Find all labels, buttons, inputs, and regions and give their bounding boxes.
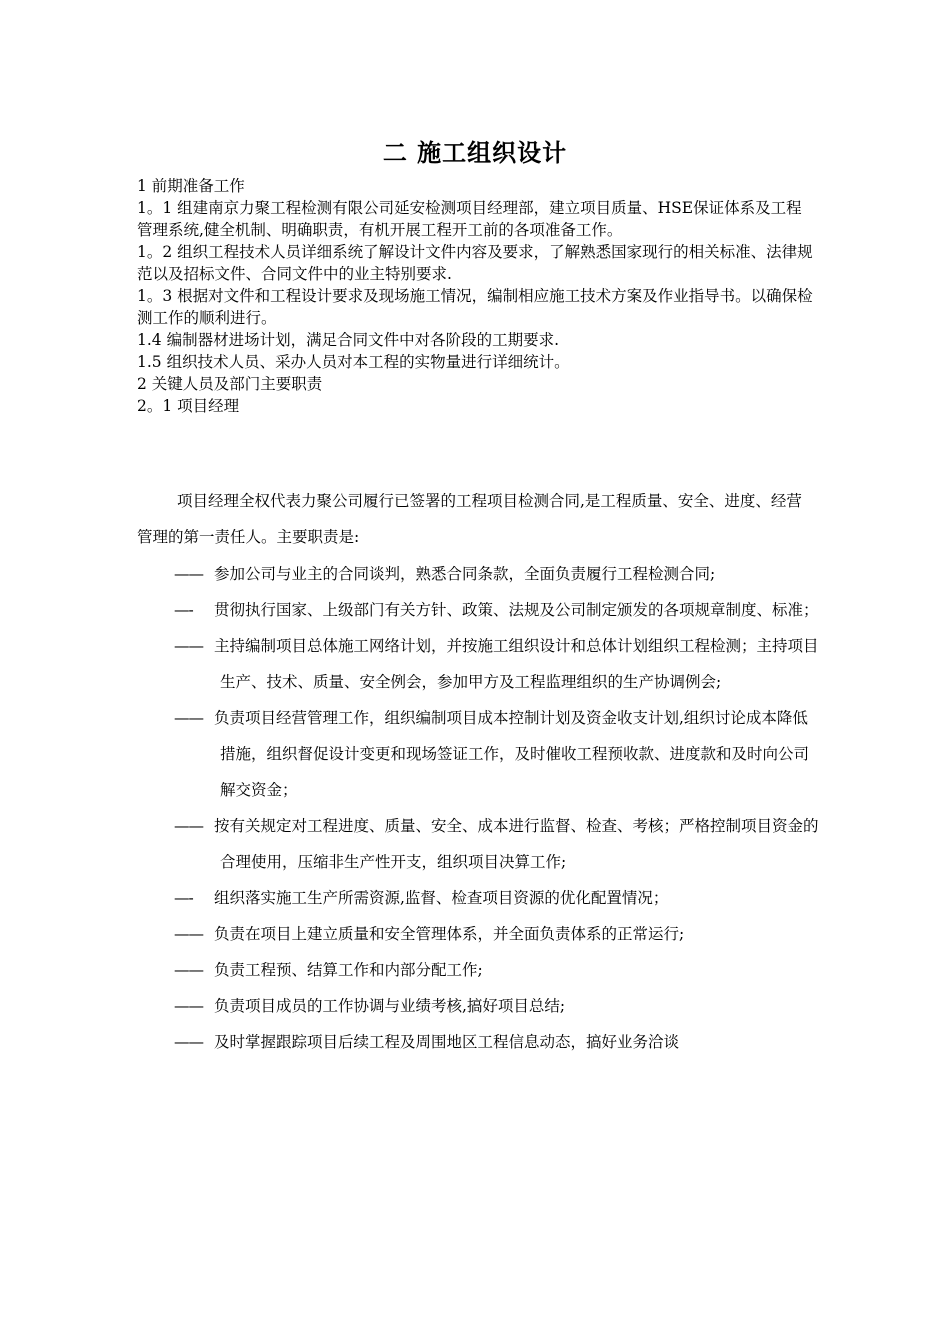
paragraph-1-4: 1.4 编制器材进场计划，满足合同文件中对各阶段的工期要求. [137, 331, 560, 349]
list-item [174, 808, 819, 880]
section-heading-1: 1 前期准备工作 [137, 177, 245, 195]
list-item [174, 700, 819, 808]
list-item [174, 916, 819, 952]
manager-intro-paragraph: 项目经理全权代表力聚公司履行已签署的工程项目检测合同,是工程质量、安全、进度、经营管理的第一责任人。主要职责是: [137, 492, 802, 546]
dash-marker: —- [174, 889, 193, 907]
duty-text: 参加公司与业主的合同谈判，熟悉合同条款，全面负责履行工程检测合同; [214, 565, 716, 583]
dash-marker: —— [174, 817, 203, 835]
page-title: 二 施工组织设计 [382, 139, 568, 167]
duty-text: 负责项目经营管理工作，组织编制项目成本控制计划及资金收支计划,组织讨论成本降低措施，组织督促设计变更和现场签证工作，及时催收工程预收款、进度款和及时向公司解交资金； [214, 709, 810, 799]
paragraph-1-1: 1。1 组建南京力聚工程检测有限公司延安检测项目经理部，建立项目质量、HSE保证体系及工程管理系统,健全机制、明确职责，有机开展工程开工前的各项准备工作。 [137, 199, 802, 239]
subsection-heading-2-1: 2。1 项目经理 [137, 397, 240, 415]
duty-text: 负责项目成员的工作协调与业绩考核,搞好项目总结; [214, 997, 566, 1015]
dash-marker: —— [174, 565, 203, 583]
duty-text: 贯彻执行国家、上级部门有关方针、政策、法规及公司制定颁发的各项规章制度、标准； [214, 601, 819, 619]
dash-marker: —— [174, 1033, 203, 1051]
duty-text: 负责在项目上建立质量和安全管理体系，并全面负责体系的正常运行; [214, 925, 685, 943]
paragraph-1-2: 1。2 组织工程技术人员详细系统了解设计文件内容及要求，了解熟悉国家现行的相关标准、法律规范以及招标文件、合同文件中的业主特别要求. [137, 243, 813, 283]
paragraph-1-3: 1。3 根据对文件和工程设计要求及现场施工情况，编制相应施工技术方案及作业指导书。以确保检测工作的顺利进行。 [137, 287, 813, 327]
list-item [174, 880, 819, 916]
dash-marker: —— [174, 997, 203, 1015]
duty-text: 主持编制项目总体施工网络计划，并按施工组织设计和总体计划组织工程检测；主持项目生产、技术、质量、安全例会，参加甲方及工程监理组织的生产协调例会; [214, 637, 819, 691]
list-item [174, 556, 819, 592]
dash-marker: —- [174, 601, 193, 619]
dash-marker: —— [174, 637, 203, 655]
list-item [174, 628, 819, 700]
list-item [174, 988, 819, 1024]
dash-marker: —— [174, 925, 203, 943]
list-item [174, 1024, 819, 1060]
duties-list [174, 556, 819, 1060]
section-heading-2: 2 关键人员及部门主要职责 [137, 375, 323, 393]
dash-marker: —— [174, 961, 203, 979]
list-item [174, 592, 819, 628]
paragraph-1-5: 1.5 组织技术人员、采办人员对本工程的实物量进行详细统计。 [137, 353, 570, 371]
duty-text: 按有关规定对工程进度、质量、安全、成本进行监督、检查、考核；严格控制项目资金的合理使用，压缩非生产性开支，组织项目决算工作; [214, 817, 819, 871]
duty-text: 负责工程预、结算工作和内部分配工作; [214, 961, 483, 979]
section-list [137, 175, 817, 417]
dash-marker: —— [174, 709, 203, 727]
list-item [174, 952, 819, 988]
duty-text: 组织落实施工生产所需资源,监督、检查项目资源的优化配置情况； [214, 889, 669, 907]
duty-text: 及时掌握跟踪项目后续工程及周围地区工程信息动态，搞好业务洽谈 [214, 1033, 680, 1051]
